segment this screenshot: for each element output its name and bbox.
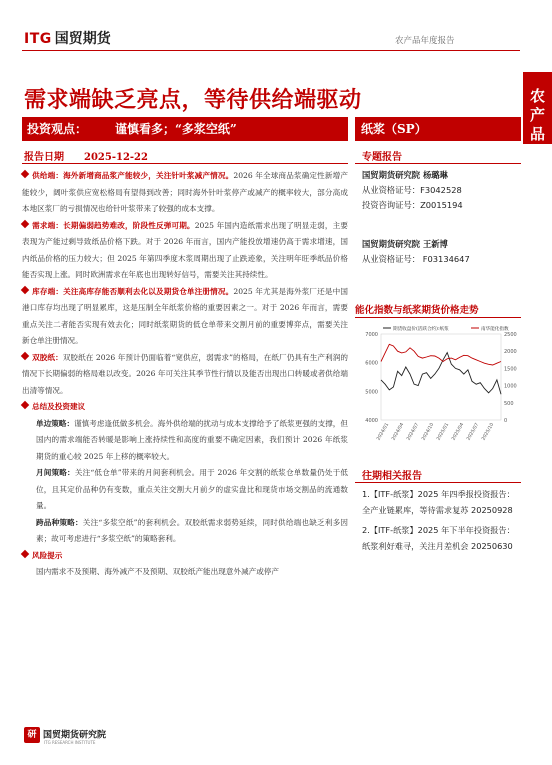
page-title: 需求端缺乏亮点，等待供给端驱动 (24, 87, 362, 113)
product-bar: 纸浆（SP） (355, 117, 521, 141)
legend-label-2: 南华能化指数 (481, 327, 509, 332)
price-index-chart (355, 320, 521, 452)
footer-logo-text: 国贸期货研究院 (43, 730, 107, 741)
y-left-tick-label: 4000 (365, 418, 378, 424)
past-reports-title: 往期相关报告 (362, 471, 422, 482)
series-line-2 (381, 344, 501, 365)
spread-strategy-text: 关注“低仓单”带来的月间套利机会。用于 2026 年交割的纸浆仓单数量仍处于低位，且其定价品种仍有变数，重点关注交割大月前夕的虚实盘比和现货市场交割品的流通数量。 (36, 468, 348, 510)
spread-strategy-paragraph (22, 465, 348, 515)
report-date-value: 2025-12-22 (84, 152, 148, 163)
y-left-tick-label: 7000 (365, 332, 378, 338)
footer-logo (24, 727, 106, 745)
supply-heading: 供给端：海外新增商品浆产能较少，关注针叶浆减产情况。 (32, 171, 234, 180)
header-divider (22, 50, 520, 51)
logo-cn: 国贸期货 (54, 31, 111, 47)
inventory-heading: 库存端：关注高库存能否顺利去化以及期货仓单注册情况。 (32, 286, 234, 296)
y-right-tick-label: 0 (504, 418, 508, 424)
institute-logo-icon: 研 (24, 727, 40, 743)
demand-paragraph (22, 218, 348, 284)
investment-view-value: 谨慎看多；“多浆空纸” (115, 122, 237, 136)
chart-title: 能化指数与纸浆期货价格走势 (355, 305, 479, 316)
x-tick-label: 2025/01 (436, 422, 451, 442)
past-reports-divider (355, 482, 521, 483)
company-logo (24, 28, 111, 48)
chart-divider (355, 317, 521, 318)
x-tick-label: 2024/07 (406, 422, 421, 442)
offset-paper-text: 双胶纸在 2026 年预计仍面临着“宽供应，弱需求”的格局，在纸厂仍具有生产利润的情况下长期偏弱的格局难以改变。2026 年可关注其季节性行情以及能否出现出口转暖或者供给端出清等情况。 (22, 352, 349, 395)
cross-strategy-heading: 跨品种策略： (36, 517, 83, 527)
summary-heading: 总结及投资建议 (32, 402, 86, 411)
x-tick-label: 2025/04 (451, 422, 466, 442)
x-tick-label: 2024/04 (391, 422, 406, 442)
analyst-license: 从业资格证号： F03134647 (362, 254, 470, 264)
analyst-name: 国贸期货研究院 王新博 (362, 239, 448, 249)
offset-paper-paragraph (22, 350, 348, 400)
x-tick-label: 2025/10 (481, 422, 496, 442)
offset-paper-heading: 双胶纸： (32, 352, 63, 362)
analyst-card-2 (362, 237, 470, 267)
special-report-label: 专题报告 (362, 152, 402, 163)
legend-label-1: 期货收盘价(活跃合约):纸浆 (393, 327, 449, 332)
y-right-tick-label: 2000 (504, 349, 517, 356)
special-divider (355, 163, 521, 164)
single-strategy-text: 谨慎考虑逢低做多机会。海外供给端的扰动与成本支撑给予了纸浆更强的支撑，但国内的需求端能否转暖是影响上涨持续性和高度的重要不确定因素，我们预计 2026 年纸浆期货的重心较 2025 年上移的概率较大。 (36, 418, 349, 461)
supply-paragraph (22, 168, 348, 218)
series-line-1 (381, 353, 501, 395)
analyst-license: 从业资格证号：F3042528 (362, 185, 462, 195)
plot-frame (381, 334, 501, 420)
single-strategy-heading: 单边策略： (36, 418, 75, 428)
analyst-consult-license: 投资咨询证号：Z0015194 (362, 200, 463, 210)
analyst-card-1 (362, 168, 463, 213)
date-divider (22, 163, 348, 164)
summary-heading-row (22, 399, 348, 416)
bullet-icon (21, 351, 29, 359)
bullet-icon (21, 401, 29, 409)
y-right-tick-label: 1000 (504, 383, 517, 390)
risk-heading: 风险提示 (32, 550, 63, 560)
analyst-name: 国贸期货研究院 杨璐琳 (362, 170, 448, 180)
footer-logo-sub: ITG RESEARCH INSTITUTE (44, 740, 96, 745)
single-strategy-paragraph (22, 416, 348, 466)
risk-heading-row (22, 548, 348, 565)
demand-heading: 需求端：长期偏弱趋势难改，阶段性反弹可期。 (32, 220, 195, 230)
report-date-row (24, 148, 148, 163)
cross-strategy-text: 关注“多浆空纸”的套利机会。双胶纸需求弱势延续，同时供给端也缺乏利多因素；故可考虑进行“多浆空纸”的策略套利。 (36, 517, 349, 543)
logo-en: ITG (24, 31, 52, 47)
report-type: 农产品年度报告 (395, 36, 455, 46)
y-right-tick-label: 2500 (504, 332, 517, 338)
x-tick-label: 2025/07 (466, 422, 481, 442)
category-side-tab (523, 72, 552, 144)
past-report-item[interactable]: 1.【ITF-纸浆】2025 年四季报投资报告：全产业链累库，等待需求复苏 20250928 (362, 489, 515, 515)
x-tick-label: 2024/10 (421, 422, 436, 442)
past-report-item[interactable]: 2.【ITF-纸浆】2025 年下半年投资报告：纸浆利好难寻，关注月差机会 20250630 (362, 525, 515, 551)
y-left-tick-label: 6000 (365, 360, 378, 367)
y-right-tick-label: 500 (504, 400, 514, 407)
report-date-label: 报告日期 (24, 152, 64, 163)
past-reports-list (362, 486, 522, 558)
bullet-icon (21, 285, 29, 293)
risk-paragraph: 国内需求不及预期、海外减产不及预期、双胶纸产能出现意外减产或停产 (36, 567, 279, 576)
y-right-tick-label: 1500 (504, 366, 517, 373)
spread-strategy-heading: 月间策略： (36, 468, 75, 477)
supply-text: 2026 年全球商品浆确定性新增产能较少，阔叶浆供应宽松格局有望得到改善；同时海外针叶浆停产或减产的概率较大，部分高成本地区浆厂的亏损情况也给针叶浆带来了较强的成本支撑。 (22, 171, 348, 213)
bullet-icon (21, 170, 29, 178)
investment-view-bar (22, 117, 348, 141)
x-tick-label: 2024/01 (376, 422, 391, 442)
bullet-icon (21, 219, 29, 227)
report-body (22, 168, 348, 581)
investment-view-label: 投资观点： (27, 122, 88, 136)
category-side-tab-label: 农产品 (529, 87, 545, 143)
demand-text: 2025 年国内造纸需求出现了明显走弱，主要表现为产能过剩导致纸品价格下跌。对于 2026 年而言，国内产能投放增速仍高于需求增速，国内纸品价格的压力较大；但 2025 年第四季度木浆周期出现了止跌迹象，关注明年旺季纸品价格能否实现上涨。同时欧洲需求在年底也出现转好信号，需要关注其持续性。 (22, 220, 348, 279)
inventory-paragraph (22, 284, 348, 350)
y-left-tick-label: 5000 (365, 389, 378, 396)
cross-strategy-paragraph (22, 515, 348, 548)
inventory-text: 2025 年尤其是海外浆厂还是中国港口库存均出现了明显累库，这是压制全年纸浆价格的重要因素之一。对于 2026 年而言，需要重点关注二者能否实现有效去化；同时纸浆期货的低仓单带来交割月前的重要博弈点，需要关注新仓单注册情况。 (22, 286, 348, 345)
bullet-icon (21, 549, 29, 557)
